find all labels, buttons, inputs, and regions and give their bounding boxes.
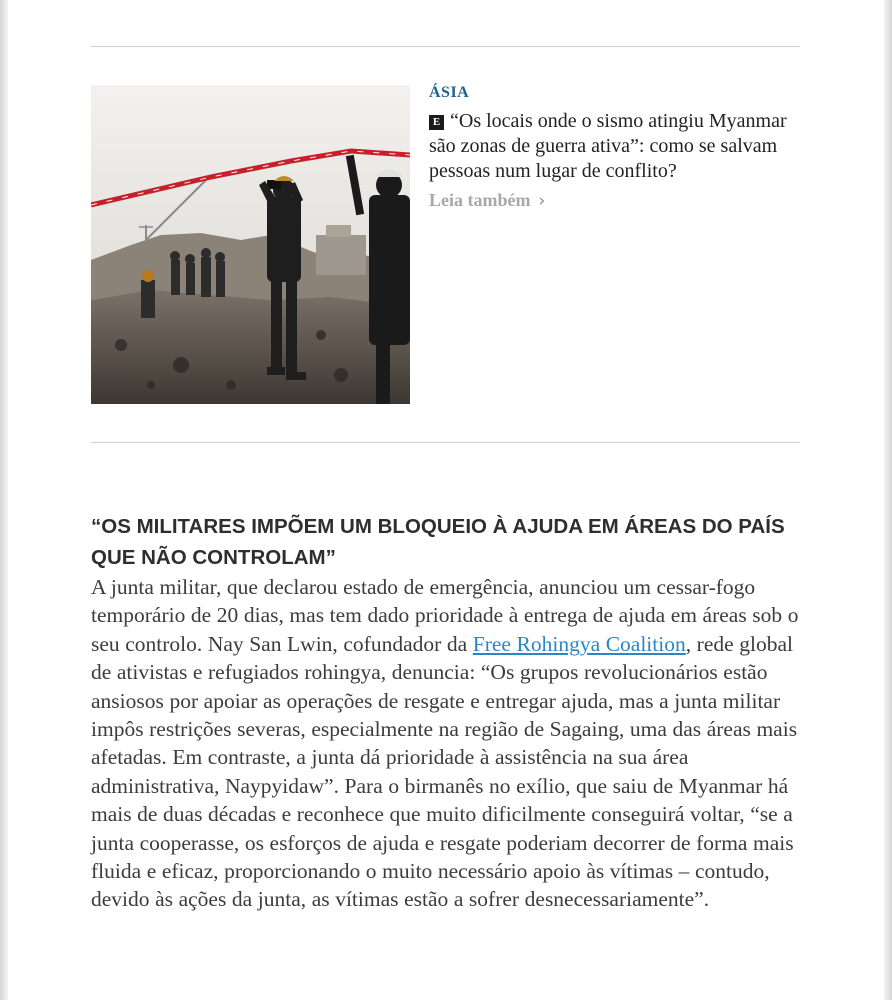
exclusive-badge-icon: E xyxy=(429,115,444,130)
divider-bottom xyxy=(91,442,800,443)
related-article-title[interactable] xyxy=(429,109,789,184)
free-rohingya-coalition-link[interactable]: Free Rohingya Coalition xyxy=(472,631,686,656)
paragraph-text-end: , rede global de ativistas e refugiados rohingya, denuncia: “Os grupos revolucionários estão ansiosos por apoiar as operações de resgate e entregar ajuda, mas a junta militar impôs restrições severas, especialmente na região de Sagaing, uma das áreas mais afetadas. Em contraste, a junta dá prioridade à assistência na sua área administrativa, Naypyidaw”. Para o birmanês no exílio, que saiu de Myanmar há mais de duas décadas e reconhece que muito dificilmente conseguirá voltar, “se a junta cooperasse, os esforços de ajuda e resgate poderiam decorrer de forma mais fluida e eficaz, proporcionando o muito necessário apoio às vítimas – contudo, devido às ações da junta, as vítimas estão a sofrer desnecessariamente”. xyxy=(91,631,798,912)
section-subheading: “OS MILITARES IMPÕEM UM BLOQUEIO À AJUDA EM ÁREAS DO PAÍS QUE NÃO CONTROLAM” xyxy=(91,515,785,569)
read-also-link[interactable] xyxy=(429,187,789,214)
paragraph-text-start: A junta militar, que declarou estado de emergência, anunciou um cessar-fogo temporário de 20 dias, mas tem dado prioridade à entrega de ajuda em áreas sob o seu controlo. Nay San Lwin, cofundador da xyxy=(91,575,799,656)
article-paragraph xyxy=(91,573,803,914)
section-tag[interactable]: ÁSIA xyxy=(429,84,470,101)
page-edge-left xyxy=(0,0,8,1000)
chevron-right-icon: › xyxy=(538,191,546,211)
article-section xyxy=(91,511,803,914)
divider-top xyxy=(91,46,800,47)
read-also-label: Leia também xyxy=(429,190,531,210)
related-article-card[interactable] xyxy=(429,82,789,214)
related-article-image[interactable] xyxy=(91,85,410,404)
page-edge-right xyxy=(884,0,892,1000)
rescue-scene-photo xyxy=(91,85,410,404)
related-article-title-text[interactable]: “Os locais onde o sismo atingiu Myanmar são zonas de guerra ativa”: como se salvam pessoas num lugar de conflito? xyxy=(429,110,787,182)
